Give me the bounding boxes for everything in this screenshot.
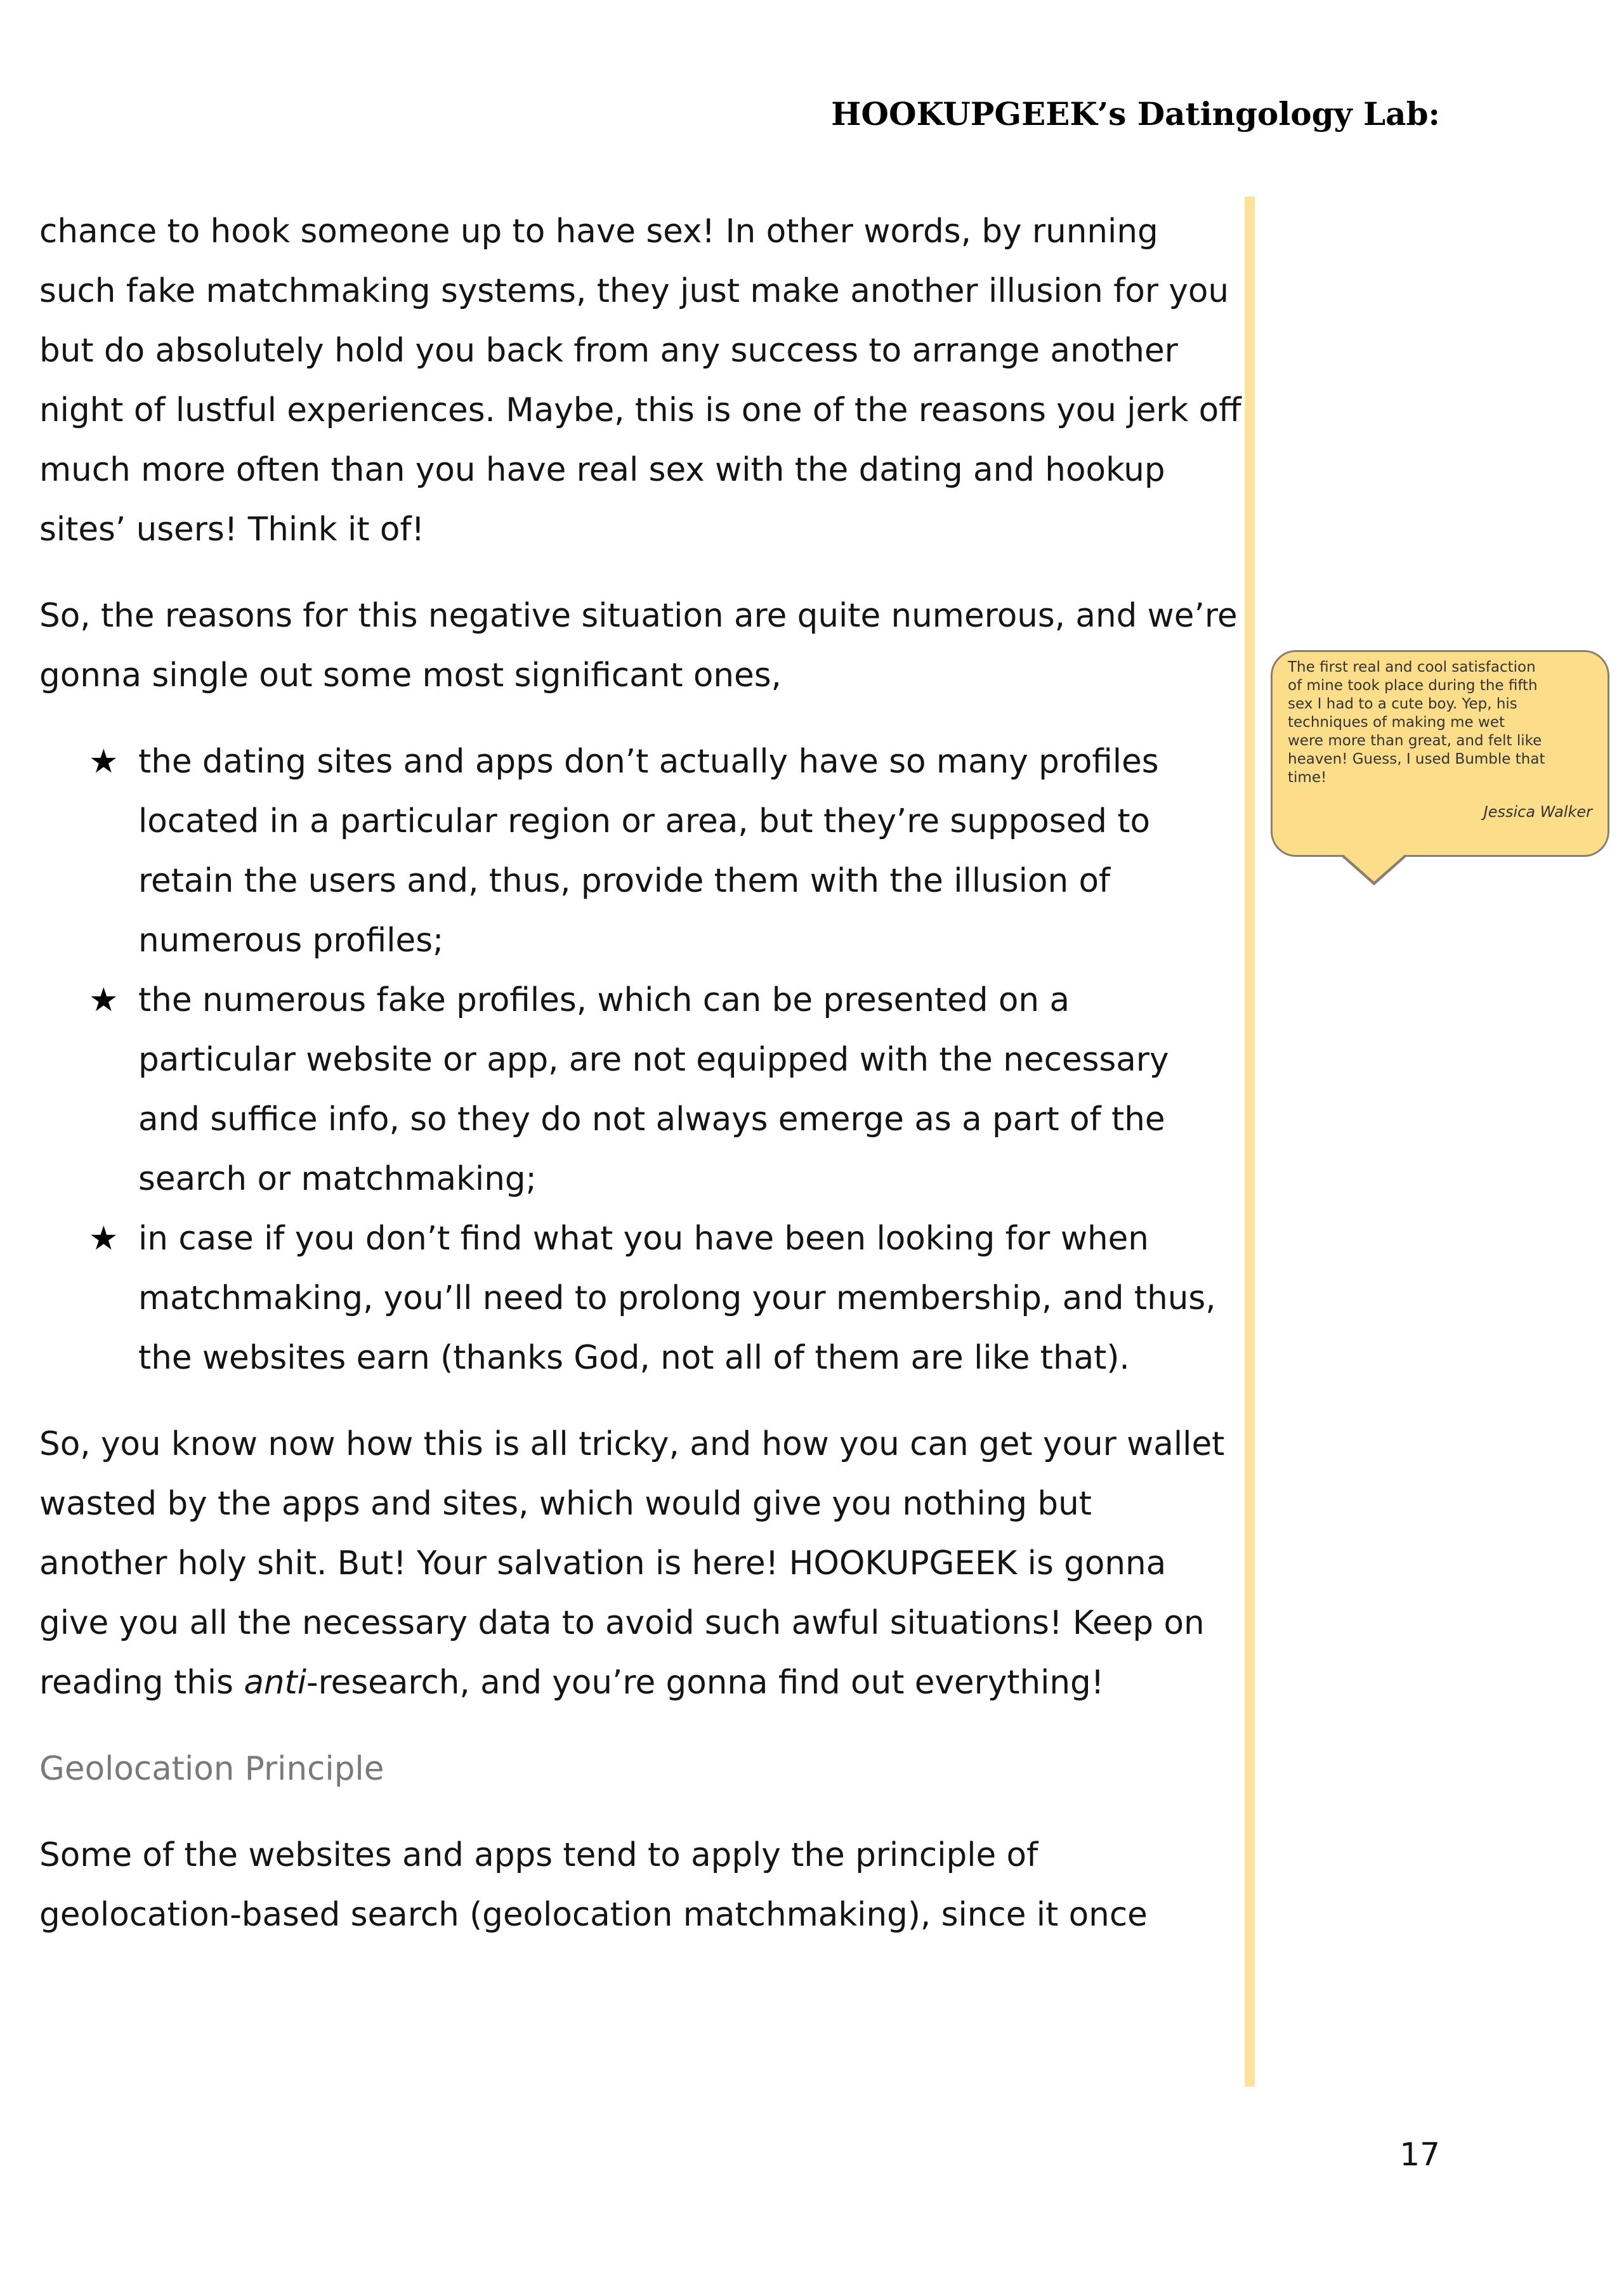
star-bullet-icon: ★ [89,981,119,1019]
text-line: So, you know now how this is all tricky, and how you can get your wallet [39,1425,1225,1463]
text-line: retain the users and, thus, provide them with the illusion of [138,862,1111,900]
text-line: Some of the websites and apps tend to apply the principle of [39,1836,1038,1874]
text-line: night of lustful experiences. Maybe, this is one of the reasons you jerk off [39,391,1241,429]
reasons-intro-paragraph [39,586,1245,705]
text-fragment: reading this [39,1664,244,1702]
list-item [39,1209,1245,1388]
text-line: and suffice info, so they do not always emerge as a part of the [138,1100,1165,1138]
quote-line: time! [1288,769,1327,786]
text-line: matchmaking, you’ll need to prolong your membership, and thus, [138,1279,1216,1317]
list-item [39,732,1245,970]
sidebar-accent-bar [1245,197,1255,2087]
conclusion-paragraph [39,1414,1245,1712]
text-line: in case if you don’t find what you have been looking for when [138,1220,1149,1258]
geolocation-paragraph [39,1825,1245,1945]
main-text-column [39,202,1245,1945]
text-line: geolocation-based search (geolocation matchmaking), since it once [39,1896,1148,1934]
quote-line: techniques of making me wet [1288,714,1505,731]
text-line: the websites earn (thanks God, not all of them are like that). [138,1339,1130,1377]
reasons-list [39,732,1245,1388]
text-line: So, the reasons for this negative situation are quite numerous, and we’re [39,597,1238,635]
text-line: much more often than you have real sex with the dating and hookup [39,451,1165,489]
page-header-title: HOOKUPGEEK’s Datingology Lab: [831,95,1440,133]
text-line: search or matchmaking; [138,1160,537,1198]
text-fragment: -research, and you’re gonna find out everything! [306,1664,1104,1702]
callout-tail-fill [1342,854,1406,882]
text-line: such fake matchmaking systems, they just make another illusion for you [39,272,1229,310]
text-line [39,1653,1245,1712]
star-bullet-icon: ★ [89,1220,119,1258]
text-line: but do absolutely hold you back from any success to arrange another [39,332,1178,370]
quote-line: were more than great, and felt like [1288,733,1542,749]
intro-paragraph [39,202,1245,559]
text-line: numerous profiles; [138,922,444,960]
text-line: another holy shit. But! Your salvation is here! HOOKUPGEEK is gonna [39,1544,1167,1582]
quote-line: sex I had to a cute boy. Yep, his [1288,696,1517,712]
page-number: 17 [1399,2136,1440,2173]
quote-line: heaven! Guess, I used Bumble that [1288,751,1545,767]
section-subheading: Geolocation Principle [39,1750,384,1788]
text-line: wasted by the apps and sites, which would give you nothing but [39,1485,1092,1523]
text-line: give you all the necessary data to avoid such awful situations! Keep on [39,1604,1205,1642]
text-line: the dating sites and apps don’t actually have so many profiles [138,743,1159,781]
callout-quote-text [1288,658,1599,787]
text-line: sites’ users! Think it of! [39,511,425,549]
text-line: particular website or app, are not equipped with the necessary [138,1041,1169,1079]
callout-author: Jessica Walker [1483,803,1592,821]
list-item [39,970,1245,1209]
quote-line: The first real and cool satisfaction [1288,659,1536,675]
quote-line: of mine took place during the fifth [1288,677,1538,694]
star-bullet-icon: ★ [89,743,119,781]
text-line: the numerous fake profiles, which can be presented on a [138,981,1070,1019]
text-line: gonna single out some most significant ones, [39,656,782,695]
text-line: located in a particular region or area, but they’re supposed to [138,802,1151,840]
text-line: chance to hook someone up to have sex! In other words, by running [39,212,1158,251]
italic-word: anti [244,1664,307,1702]
